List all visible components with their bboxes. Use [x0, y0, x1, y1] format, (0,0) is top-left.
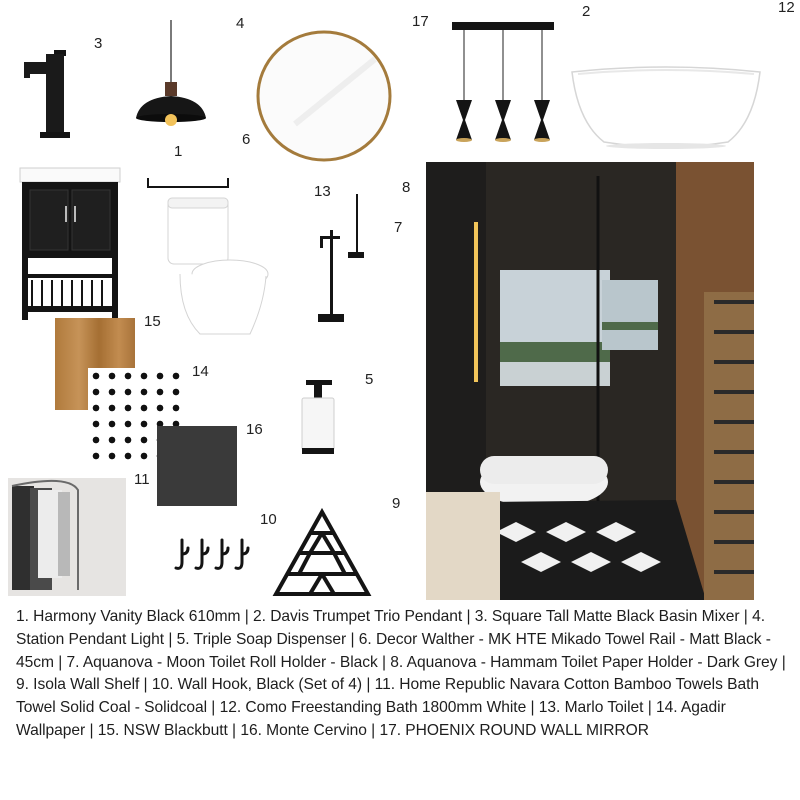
item-number-9: 9: [392, 495, 401, 512]
item-number-6: 6: [242, 131, 251, 148]
product-list-caption: 1. Harmony Vanity Black 610mm | 2. Davis Trumpet Trio Pendant | 3. Square Tall Matte Black Basin Mixer | 4. Station Pendant Light | 5. Triple Soap Dispenser | 6. Decor Walther - MK HTE Mikado Towel Rail - Matt Black - 45cm | 7. Aquanova - Moon Toilet Roll Holder - Black | 8. Aquanova - Hammam Toilet Paper Holder - Dark Grey | 9. Isola Wall Shelf | 10. Wall Hook, Black (Set of 4) | 11. Home Republic Navara Cotton Bamboo Towels Bath Towel Solid Coal - Solidcoal | 12. Como Freestanding Bath 1800mm White | 13. Marlo Toilet | 14. Agadir Wallpaper | 15. NSW Blackbutt | 16. Monte Cervino | 17. PHOENIX ROUND WALL MIRROR: [16, 608, 786, 739]
item-number-13: 13: [314, 183, 331, 200]
item-number-15: 15: [144, 313, 161, 330]
wall-hooks-image: [172, 536, 256, 576]
item-number-2: 2: [582, 3, 591, 20]
towel-rail-image: [145, 178, 231, 190]
item-number-16: 16: [246, 421, 263, 438]
round-mirror-image: [255, 29, 393, 163]
triangle-wall-shelf-image: [272, 508, 372, 598]
item-number-5: 5: [365, 371, 374, 388]
bathroom-photo: [426, 162, 754, 600]
item-number-14: 14: [192, 363, 209, 380]
soap-dispenser-image: [292, 376, 344, 460]
pendant-light-image: [130, 20, 212, 130]
vanity-image: [18, 166, 122, 322]
item-number-11: 11: [134, 471, 150, 488]
toilet-image: [160, 194, 272, 342]
item-number-7: 7: [394, 219, 403, 236]
item-number-17: 17: [412, 13, 429, 30]
freestanding-bath-image: [568, 62, 764, 150]
item-number-8: 8: [402, 179, 411, 196]
toilet-roll-holder-image: [310, 190, 370, 330]
basin-mixer-image: [20, 42, 76, 142]
item-number-3: 3: [94, 35, 103, 52]
item-number-4: 4: [236, 15, 245, 32]
item-number-1: 1: [174, 143, 183, 160]
item-number-10: 10: [260, 511, 277, 528]
trio-pendant-image: [448, 22, 558, 146]
towels-image: [8, 478, 126, 596]
monte-cervino-swatch: [157, 426, 237, 506]
item-number-12: 12: [778, 0, 795, 16]
